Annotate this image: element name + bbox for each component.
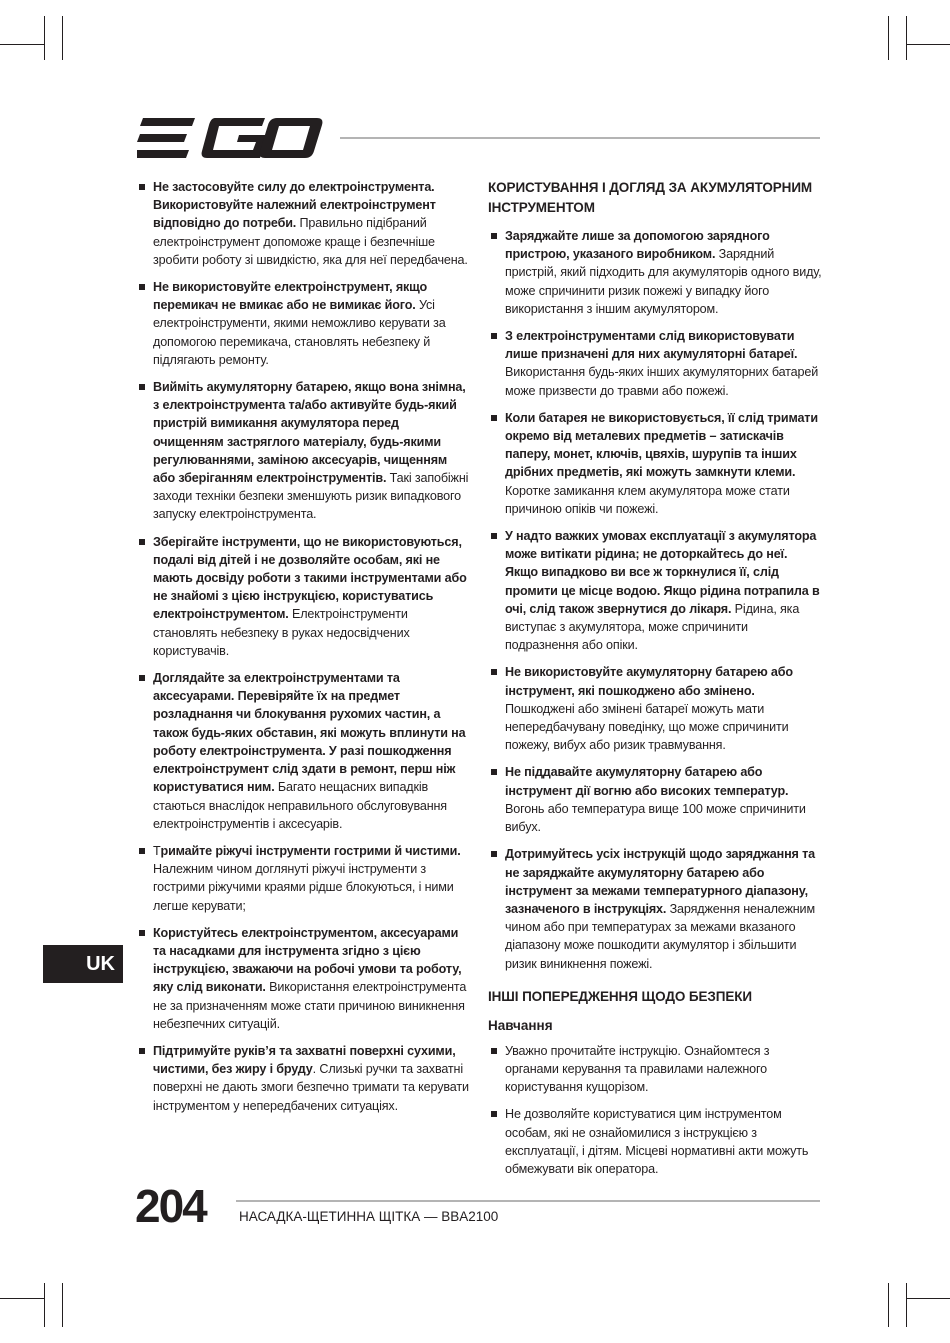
bullet-icon: [491, 533, 497, 539]
crop-mark: [44, 16, 45, 60]
crop-mark: [888, 1283, 889, 1327]
bullet-icon: [491, 1048, 497, 1054]
list-item: [488, 227, 822, 318]
crop-mark: [0, 1298, 44, 1299]
crop-mark: [906, 1283, 907, 1327]
item-text: Електроінструменти становлять небезпеку в руках недосвідчених користувачів.: [153, 607, 410, 658]
bullet-icon: [491, 669, 497, 675]
bullet-icon: [491, 1111, 497, 1117]
list-item: [136, 1042, 470, 1115]
list-item: [488, 409, 822, 518]
item-bold: Не застосовуйте силу до електроінструмента. Використовуйте належний електроінструмент відповідно до потреби.: [153, 180, 436, 231]
subsection-title: Навчання: [488, 1017, 553, 1033]
item-text: Коротке замикання клем акумулятора може стати причиною опіків чи пожежі.: [505, 483, 790, 516]
item-text: Пошкоджені або змінені батареї можуть мати непередбачувану поведінку, що може спричинити пожежу, вибух або ризик травмування.: [505, 701, 789, 753]
item-bold: Не використовуйте акумуляторну батарею або інструмент, які пошкоджено або змінено.: [505, 665, 793, 698]
list-item: [136, 378, 470, 524]
bullet-icon: [491, 415, 497, 421]
crop-mark: [888, 16, 889, 60]
item-text: Належним чином доглянуті ріжучі інструменти з гострими ріжучими краями рідше блокуються, і ними легше керувати;: [153, 862, 454, 913]
item-text: Багато нещасних випадків стаються внаслідок неправильного обслуговування електроінструментів і аксесуарів.: [153, 780, 447, 831]
item-text: Вогонь або температура вище 100 може спричинити вибух.: [505, 801, 806, 835]
item-text: Не дозволяйте користуватися цим інструментом особам, які не ознайомилися з інструкцією з експлуатації, і дітям. Місцеві нормативні акти можуть обмежувати вік оператора.: [505, 1107, 809, 1176]
item-bold: З електроінструментами слід використовувати лише призначені для них акумуляторні батареї.: [505, 329, 798, 362]
crop-mark: [44, 1283, 45, 1327]
item-bold: римайте ріжучі інструменти гострими й чистими.: [160, 843, 461, 858]
crop-mark: [906, 16, 907, 60]
bullet-icon: [139, 848, 145, 854]
bullet-icon: [139, 539, 145, 545]
list-item: [136, 842, 470, 915]
bullet-icon: [491, 769, 497, 775]
ego-logo: [137, 116, 323, 160]
bullet-icon: [139, 284, 145, 290]
item-text: . Слизькі ручки та захватні поверхні не дають змоги безпечно тримати та керувати інструментом у непередбачених ситуаціях.: [153, 1062, 469, 1113]
list-item: [488, 1105, 822, 1178]
list-item: [136, 178, 470, 269]
list-item: [488, 663, 822, 754]
item-text: Такі запобіжні заходи техніки безпеки зменшують ризик випадкового запуску електроінструмента.: [153, 471, 469, 522]
footer-title: НАСАДКА-ЩЕТИННА ЩІТКА — BBA2100: [239, 1209, 499, 1224]
list-item: [488, 527, 822, 654]
crop-mark: [62, 16, 63, 60]
item-bold: Підтримуйте руків’я та захватні поверхні сухими, чистими, без жиру і бруду: [153, 1043, 456, 1077]
list-item: [136, 533, 470, 660]
item-text: Рідина, яка виступає з акумулятора, може спричинити подразнення або опіки.: [505, 601, 800, 653]
item-bold: Дотримуйтесь усіх інструкцій щодо заряджання та не заряджайте акумуляторну батарею або інструмент за межами температурного діапазону, зазначеного в інструкціях.: [505, 847, 815, 916]
item-bold: Зберігайте інструменти, що не використовуються, подалі від дітей і не дозволяйте особам, які не мають досвіду роботи з такими інструментами або не знайомі з цією інструкцією, користуватись електроінструментом.: [153, 534, 467, 622]
item-bold: Вийміть акумуляторну батарею, якщо вона знімна, з електроінструмента та/або активуйте будь-який пристрій вимикання акумулятора перед очищенням застряглого матеріалу, будь-якими регулюваннями, заміною аксесуарів, чищенням або зберіганням електроінструментів.: [153, 380, 466, 486]
crop-mark: [906, 44, 950, 45]
bullet-icon: [139, 1048, 145, 1054]
bullet-icon: [139, 384, 145, 390]
item-text: Зарядний пристрій, який підходить для акумуляторів одного виду, може спричинити ризик пожежі у випадку його використання з іншим акумулятором.: [505, 247, 822, 316]
item-bold: Доглядайте за електроінструментами та аксесуарами. Перевіряйте їх на предмет розладнання чи блокування рухомих частин, а також будь-яких обставин, які можуть вплинути на роботу електроінструмента. У разі пошкодження електроінструмент слід здати в ремонт, перш ніж користуватися ним.: [153, 671, 466, 795]
item-bold: Заряджайте лише за допомогою зарядного пристрою, указаного виробником.: [505, 229, 770, 262]
footer-rule: [236, 1200, 820, 1202]
item-bold: Користуйтесь електроінструментом, аксесуарами та насадками для інструмента згідно з цією інструкцією, зважаючи на робочі умови та роботу, яку слід виконати.: [153, 925, 462, 995]
crop-mark: [0, 44, 44, 45]
item-text: Використання електроінструмента не за призначенням може стати причиною виникнення небезпечних ситуацій.: [153, 980, 467, 1031]
item-text: Використання будь-яких інших акумуляторних батарей може призвести до травми або пожежі.: [505, 365, 819, 398]
list-item: [136, 669, 470, 833]
item-text: Уважно прочитайте інструкцію. Ознайомтеся з органами керування та правилами належного користування кущорізом.: [505, 1043, 770, 1095]
list-item: [488, 763, 822, 836]
item-lead: Т: [153, 843, 161, 858]
language-tab: UK: [43, 945, 123, 983]
page-number: 204: [135, 1180, 206, 1232]
section-title: ІНШІ ПОПЕРЕДЖЕННЯ ЩОДО БЕЗПЕКИ: [488, 988, 753, 1004]
item-text: Зарядження неналежним чином або при температурах за межами вказаного діапазону може пошкодити акумулятор і збільшити ризик виникнення пожежі.: [505, 901, 815, 971]
item-bold: Не піддавайте акумуляторну батарею або інструмент дії вогню або високих температур.: [505, 765, 789, 798]
bullet-icon: [139, 675, 145, 681]
bullet-icon: [139, 184, 145, 190]
list-item: [488, 327, 822, 400]
item-bold: У надто важких умовах експлуатації з акумулятора може витікати рідина; не доторкайтесь до неї. Якщо випадково ви все ж торкнулися її, слід промити це місце водою. Якщо рідина потрапила в очі, слід також звернутися до лікаря.: [505, 529, 820, 616]
bullet-icon: [491, 851, 497, 857]
item-bold: Коли батарея не використовується, її слід тримати окремо від металевих предметів – затискачів паперу, монет, ключів, цвяхів, шурупів та інших дрібних предметів, які можуть замкнути клеми.: [505, 410, 818, 480]
bullet-icon: [491, 233, 497, 239]
item-text: Правильно підібраний електроінструмент допоможе краще і безпечніше зробити роботу зі швидкістю, яка для неї передбачена.: [153, 216, 468, 267]
section-title: КОРИСТУВАННЯ І ДОГЛЯД ЗА АКУМУЛЯТОРНИМ ІНСТРУМЕНТОМ: [488, 180, 813, 215]
list-item: [136, 278, 470, 369]
crop-mark: [62, 1283, 63, 1327]
list-item: [136, 924, 470, 1033]
item-bold: Не використовуйте електроінструмент, якщо перемикач не вмикає або не вимикає його.: [153, 280, 428, 313]
left-column: [136, 178, 470, 1124]
list-item: [488, 845, 822, 972]
item-text: Усі електроінструменти, якими неможливо керувати за допомогою перемикача, становлять небезпеку й підлягають ремонту.: [153, 298, 446, 367]
crop-mark: [906, 1298, 950, 1299]
list-item: [488, 1042, 822, 1097]
bullet-icon: [139, 930, 145, 936]
right-column: [488, 178, 822, 1187]
header-rule: [340, 137, 820, 139]
bullet-icon: [491, 333, 497, 339]
